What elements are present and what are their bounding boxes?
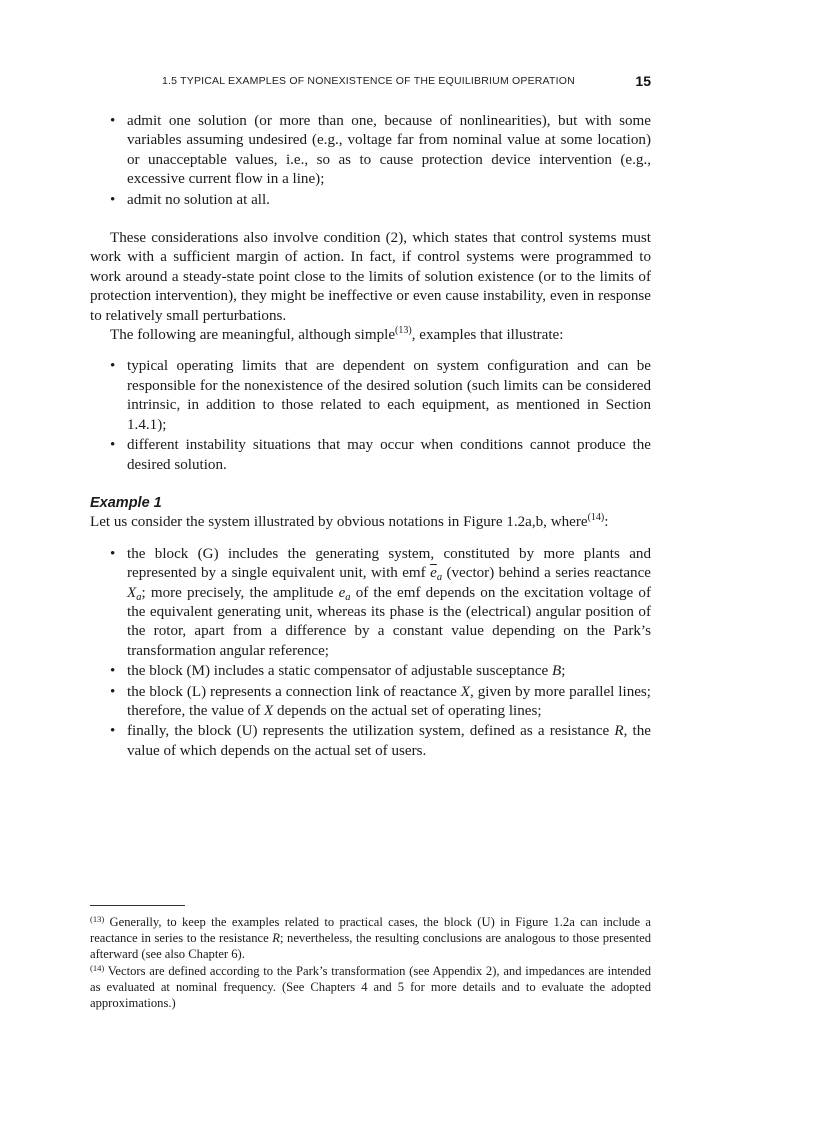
footnotes [90,914,651,1011]
list-item: • the block (L) represents a connection link of reactance X, given by more parallel lines; therefore, the value of X depends on the actual set of operating lines; [110,683,652,719]
footnote-14: $^{(14)}$ Vectors are defined according to the Park’s transformation (see Appendix 2), and impedances are intended as evaluated at nominal frequency. (See Chapters 4 and 5 for more details and to evaluate the adopted approximations.) [90,962,651,1011]
list-item: • admit one solution (or more than one, because of nonlinearities), but with some variables assuming undesired (e.g., voltage far from nominal value at some location) or unacceptable values, i.e., so as to cause protection device intervention (e.g., excessive current flow in a line); [110,113,651,188]
footnote-13: $^{(13)}$ Generally, to keep the examples related to practical cases, the block (U) in Figure 1.2a can include a reactance in series to the resistance R; nevertheless, the resulting conclusions are analogous to those presented afterward (see also Chapter 6). [90,914,651,962]
bullet-icon: • [110,113,116,129]
page-header [90,73,651,93]
list-item: • typical operating limits that are dependent on system configuration and can be responsible for the nonexistence of the desired solution (such limits can be considered intrinsic, in addition to those related to each equipment, as mentioned in Section 1.4.1); [110,358,651,433]
list-item: • different instability situations that may occur when conditions cannot produce the desired solution. [110,437,651,473]
footnote-ref-14: (14) [587,512,605,524]
bullet-icon: • [110,723,116,740]
bullet-icon: • [110,437,116,454]
example-bullet-list [90,545,651,761]
bullet-icon: • [110,663,116,680]
bullet-icon: • [110,545,116,562]
bullet-icon: • [110,358,116,375]
paragraph-2: The following are meaningful, although simple$^{(13)}$, examples that illustrate: [110,325,564,344]
mid-bullet-list [90,357,651,474]
paragraph-1: These considerations also involve condition (2), which states that control systems must work with a sufficient margin of action. In fact, if control systems were programmed to work around a steady-state point close to the limits of solution existence (or to the limits of protection intervention), they might be ineffective or even cause instability, even in response to relatively small perturbations. [90,230,651,324]
page-number: 15 [635,73,651,89]
example-intro: Let us consider the system illustrated by obvious notations in Figure 1.2a,b, where$^{(14)}$: [90,512,609,531]
list-item: • the block (M) includes a static compensator of adjustable susceptance B; [90,662,651,681]
footnote-rule [90,905,185,906]
list-item: • the block (G) includes the generating system, constituted by more plants and represented by a single equivalent unit, with emf $\overline{e}_a$ (vector) behind a series reactance $X_a$; more precisely, the amplitude $e_a$ of the emf depends on the excitation voltage of the equivalent generating unit, whereas its phase is the (electrical) angular position of the rotor, apart from a difference by a constant value depending on the Park’s transformation angular reference; [110,545,651,659]
running-head: 1.5 TYPICAL EXAMPLES OF NONEXISTENCE OF THE EQUILIBRIUM OPERATION [162,75,575,87]
bullet-icon: • [110,191,116,208]
list-item: • finally, the block (U) represents the utilization system, defined as a resistance R, the value of which depends on the actual set of users. [110,723,651,759]
body-text [90,112,651,761]
top-bullet-list [90,112,651,210]
example-title: Example 1 [90,494,162,511]
footnote-ref-13: (13) [395,325,412,337]
list-item: • admit no solution at all. [90,191,651,210]
bullet-icon: • [110,683,116,700]
